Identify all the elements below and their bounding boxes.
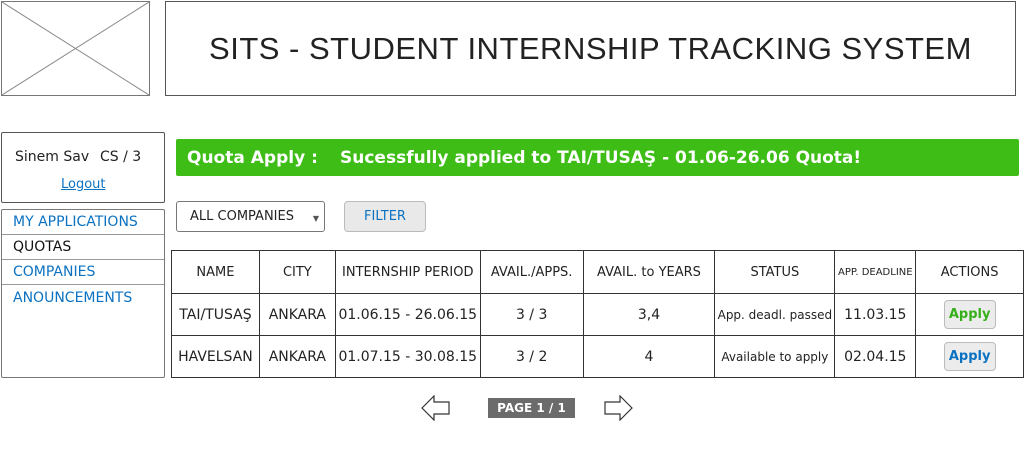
table-row bbox=[172, 336, 1024, 378]
column-header: INTERNSHIP PERIOD bbox=[335, 251, 480, 294]
cell-deadline: 02.04.15 bbox=[835, 336, 916, 378]
column-header: NAME bbox=[172, 251, 260, 294]
apply-button[interactable]: Apply bbox=[944, 300, 996, 329]
cell-city: ANKARA bbox=[259, 336, 335, 378]
success-alert bbox=[176, 139, 1019, 176]
column-header: ACTIONS bbox=[916, 251, 1024, 294]
filter-button[interactable]: FILTER bbox=[344, 201, 426, 232]
cell-actions bbox=[916, 336, 1024, 378]
image-placeholder-icon bbox=[2, 2, 149, 95]
column-header: AVAIL. to YEARS bbox=[583, 251, 715, 294]
sidebar-nav bbox=[1, 209, 165, 378]
logout-link[interactable]: Logout bbox=[61, 177, 106, 192]
alert-title: Quota Apply : bbox=[187, 147, 318, 168]
cell-avail-years: 3,4 bbox=[583, 294, 715, 336]
logo-placeholder bbox=[1, 1, 150, 96]
next-page-arrow-icon[interactable] bbox=[604, 395, 633, 421]
cell-deadline: 11.03.15 bbox=[835, 294, 916, 336]
page-indicator: PAGE 1 / 1 bbox=[488, 398, 575, 418]
user-name: Sinem Sav bbox=[15, 149, 90, 165]
column-header: APP. DEADLINE bbox=[835, 251, 916, 294]
sidebar-item-companies[interactable]: COMPANIES bbox=[2, 260, 164, 285]
cell-city: ANKARA bbox=[259, 294, 335, 336]
user-panel bbox=[1, 132, 165, 203]
cell-name: HAVELSAN bbox=[172, 336, 260, 378]
chevron-down-icon: ▼ bbox=[312, 214, 319, 223]
column-header: STATUS bbox=[715, 251, 835, 294]
cell-avail-apps: 3 / 3 bbox=[480, 294, 583, 336]
apply-button[interactable]: Apply bbox=[944, 342, 996, 371]
company-filter-dropdown[interactable] bbox=[176, 201, 325, 232]
cell-status: App. deadl. passed bbox=[715, 294, 835, 336]
cell-period: 01.06.15 - 26.06.15 bbox=[335, 294, 480, 336]
cell-actions bbox=[916, 294, 1024, 336]
table-row bbox=[172, 294, 1024, 336]
sidebar-item-announcements[interactable]: ANOUNCEMENTS bbox=[13, 289, 133, 306]
dropdown-value: ALL COMPANIES bbox=[190, 209, 294, 224]
table-header-row bbox=[172, 251, 1024, 294]
user-class: CS / 3 bbox=[100, 149, 142, 165]
page-title: SITS - STUDENT INTERNSHIP TRACKING SYSTEM bbox=[209, 30, 972, 66]
quotas-table bbox=[171, 250, 1024, 378]
cell-avail-apps: 3 / 2 bbox=[480, 336, 583, 378]
previous-page-arrow-icon[interactable] bbox=[421, 395, 450, 421]
header-title-box bbox=[165, 1, 1016, 96]
cell-avail-years: 4 bbox=[583, 336, 715, 378]
alert-message: Sucessfully applied to TAI/TUSAŞ - 01.06-26.06 Quota! bbox=[340, 147, 862, 168]
cell-status: Available to apply bbox=[715, 336, 835, 378]
sidebar-item-quotas[interactable]: QUOTAS bbox=[2, 235, 164, 260]
sidebar-item-my-applications[interactable]: MY APPLICATIONS bbox=[2, 210, 164, 235]
cell-name: TAI/TUSAŞ bbox=[172, 294, 260, 336]
column-header: CITY bbox=[259, 251, 335, 294]
column-header: AVAIL./APPS. bbox=[480, 251, 583, 294]
cell-period: 01.07.15 - 30.08.15 bbox=[335, 336, 480, 378]
